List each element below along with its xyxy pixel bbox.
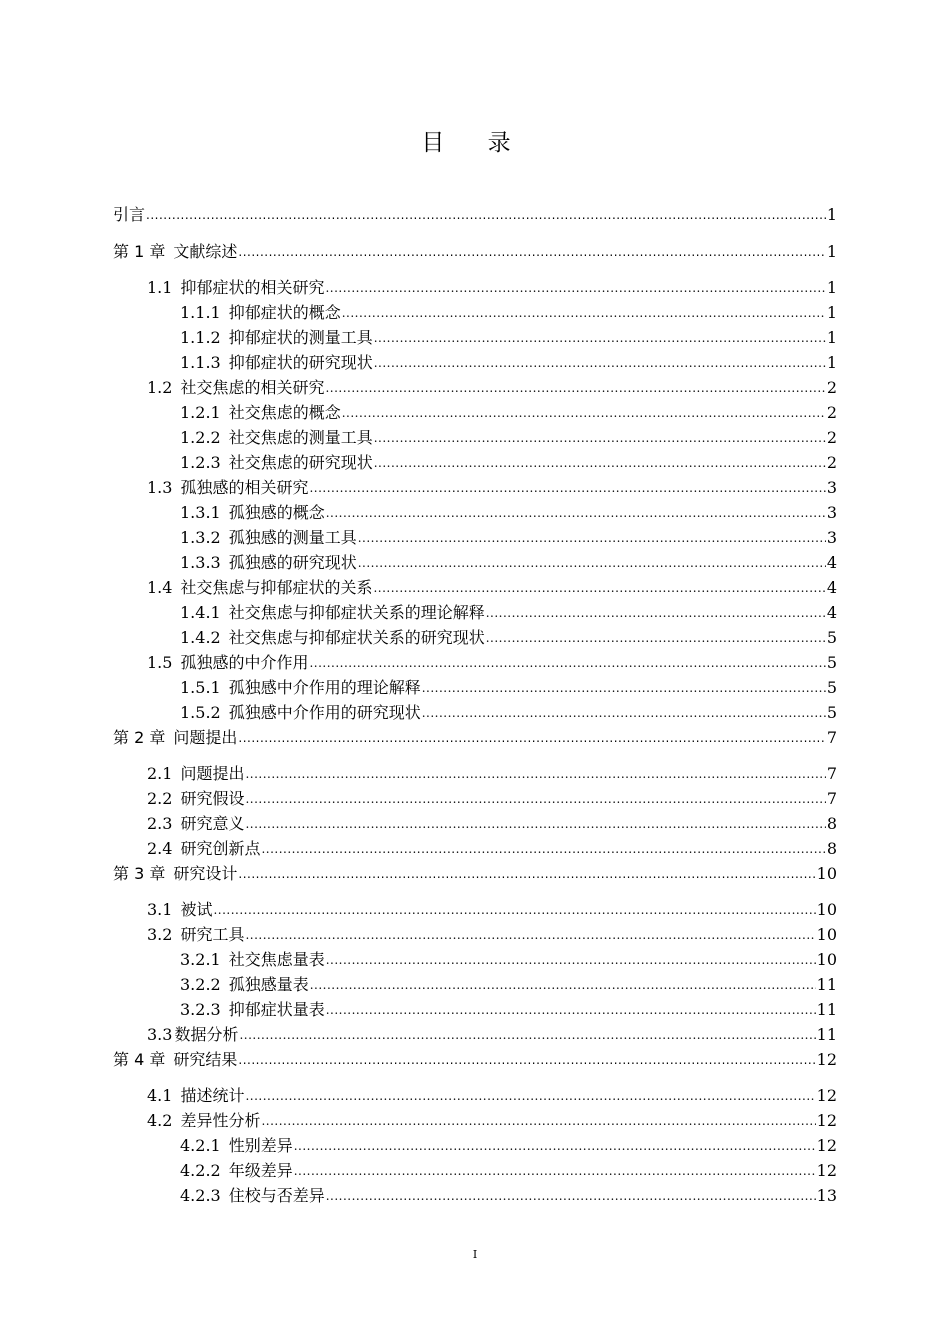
toc-entry-1-3-1[interactable] xyxy=(180,501,837,523)
toc-page: 7 xyxy=(826,789,837,808)
toc-entry-1-2[interactable] xyxy=(147,376,837,398)
toc-label: 描述统计 xyxy=(180,1086,245,1105)
leader-dots xyxy=(238,864,815,884)
toc-label: 文献综述 xyxy=(173,242,238,261)
toc-label: 孤独感量表 xyxy=(228,975,309,994)
leader-dots xyxy=(326,1186,816,1206)
toc-entry-1-5[interactable] xyxy=(147,651,837,673)
toc-label: 差异性分析 xyxy=(180,1111,261,1130)
toc-page: 12 xyxy=(816,1086,837,1105)
leader-dots xyxy=(374,428,826,448)
leader-dots xyxy=(358,528,826,548)
toc-number: 3.2.2 xyxy=(180,975,221,994)
leader-dots xyxy=(245,789,825,809)
toc-page: 1 xyxy=(826,278,837,297)
toc-label: 问题提出 xyxy=(180,764,245,783)
toc-page: 4 xyxy=(826,603,837,622)
toc-number: 3.2.3 xyxy=(180,1000,221,1019)
toc-number: 1.3 xyxy=(147,478,173,497)
toc-page: 1 xyxy=(826,205,837,224)
toc-entry-3-3[interactable] xyxy=(147,1023,837,1045)
toc-entry-3-2[interactable] xyxy=(147,923,837,945)
toc-entry-ch2[interactable] xyxy=(113,726,837,748)
leader-dots xyxy=(374,453,826,473)
toc-page: 12 xyxy=(816,1050,837,1069)
leader-dots xyxy=(309,478,825,498)
toc-entry-4-2-3[interactable] xyxy=(180,1184,837,1206)
toc-page: 3 xyxy=(826,503,837,522)
toc-entry-2-2[interactable] xyxy=(147,787,837,809)
leader-dots xyxy=(245,1086,815,1106)
toc-label: 抑郁症状的研究现状 xyxy=(228,353,373,372)
toc-entry-1-1-1[interactable] xyxy=(180,301,837,323)
leader-dots xyxy=(239,1025,815,1045)
toc-label: 孤独感的相关研究 xyxy=(180,478,309,497)
toc-entry-3-2-2[interactable] xyxy=(180,973,837,995)
toc-number: 4.2.3 xyxy=(180,1186,221,1205)
toc-entry-4-2-2[interactable] xyxy=(180,1159,837,1181)
toc-page: 10 xyxy=(816,900,837,919)
leader-dots xyxy=(486,603,826,623)
toc-page: 12 xyxy=(816,1161,837,1180)
toc-label: 社交焦虑的测量工具 xyxy=(228,428,373,447)
toc-number: 3.3 xyxy=(147,1025,173,1044)
toc-entry-1-4-2[interactable] xyxy=(180,626,837,648)
toc-page: 4 xyxy=(826,553,837,572)
leader-dots xyxy=(238,1050,815,1070)
toc-label: 孤独感的中介作用 xyxy=(180,653,309,672)
leader-dots xyxy=(422,703,826,723)
leader-dots xyxy=(213,900,815,920)
toc-page: 1 xyxy=(826,353,837,372)
leader-dots xyxy=(358,553,826,573)
toc-entry-2-3[interactable] xyxy=(147,812,837,834)
leader-dots xyxy=(486,628,826,648)
leader-dots xyxy=(245,814,825,834)
toc-entry-3-2-1[interactable] xyxy=(180,948,837,970)
toc-label: 社交焦虑与抑郁症状关系的理论解释 xyxy=(228,603,485,622)
toc-page: 11 xyxy=(816,975,837,994)
toc-entry-intro[interactable] xyxy=(113,203,837,225)
toc-page: 2 xyxy=(826,403,837,422)
toc-label: 社交焦虑与抑郁症状关系的研究现状 xyxy=(228,628,485,647)
leader-dots xyxy=(325,278,825,298)
leader-dots xyxy=(238,242,825,262)
toc-page: 2 xyxy=(826,428,837,447)
toc-entry-1-2-2[interactable] xyxy=(180,426,837,448)
toc-page: 13 xyxy=(816,1186,837,1205)
toc-label: 孤独感的研究现状 xyxy=(228,553,357,572)
toc-number: 4.1 xyxy=(147,1086,173,1105)
leader-dots xyxy=(310,975,816,995)
page-number: I xyxy=(472,1248,478,1261)
toc-entry-1-4[interactable] xyxy=(147,576,837,598)
toc-label: 研究工具 xyxy=(180,925,245,944)
toc-entry-2-1[interactable] xyxy=(147,762,837,784)
leader-dots xyxy=(309,653,825,673)
toc-number: 4.2 xyxy=(147,1111,173,1130)
toc-page: 5 xyxy=(826,703,837,722)
toc-label: 孤独感的测量工具 xyxy=(228,528,357,547)
toc-label: 引言 xyxy=(113,205,146,224)
toc-page: 12 xyxy=(816,1136,837,1155)
toc-page: 8 xyxy=(826,814,837,833)
leader-dots xyxy=(342,303,826,323)
toc-entry-2-4[interactable] xyxy=(147,837,837,859)
leader-dots xyxy=(326,503,826,523)
toc-label: 研究设计 xyxy=(173,864,238,883)
toc-entry-1-3[interactable] xyxy=(147,476,837,498)
toc-number: 1.1.2 xyxy=(180,328,221,347)
toc-entry-3-2-3[interactable] xyxy=(180,998,837,1020)
toc-page: 2 xyxy=(826,453,837,472)
toc-label: 研究意义 xyxy=(180,814,245,833)
toc-entry-1-1-3[interactable] xyxy=(180,351,837,373)
toc-page: 4 xyxy=(826,578,837,597)
toc-entry-1-5-1[interactable] xyxy=(180,676,837,698)
toc-number: 4.2.2 xyxy=(180,1161,221,1180)
toc-page: 8 xyxy=(826,839,837,858)
toc-label: 抑郁症状的概念 xyxy=(228,303,341,322)
toc-number: 1.3.2 xyxy=(180,528,221,547)
toc-entry-1-1-2[interactable] xyxy=(180,326,837,348)
toc-page: 7 xyxy=(826,764,837,783)
toc-number: 2.1 xyxy=(147,764,173,783)
leader-dots xyxy=(326,1000,816,1020)
toc-number: 第 1 章 xyxy=(113,242,166,261)
toc-label: 社交焦虑的概念 xyxy=(228,403,341,422)
toc-label: 研究创新点 xyxy=(180,839,261,858)
toc-number: 1.1.3 xyxy=(180,353,221,372)
toc-entry-1-2-3[interactable] xyxy=(180,451,837,473)
toc-number: 1.5.1 xyxy=(180,678,221,697)
toc-entry-3-1[interactable] xyxy=(147,898,837,920)
toc-label: 社交焦虑的相关研究 xyxy=(180,378,325,397)
toc-number: 1.2.3 xyxy=(180,453,221,472)
toc-entry-1-4-1[interactable] xyxy=(180,601,837,623)
toc-label: 抑郁症状量表 xyxy=(228,1000,325,1019)
toc-number: 4.2.1 xyxy=(180,1136,221,1155)
toc-number: 3.2.1 xyxy=(180,950,221,969)
toc-number: 3.1 xyxy=(147,900,173,919)
toc-label: 研究结果 xyxy=(173,1050,238,1069)
toc-label: 性别差异 xyxy=(228,1136,293,1155)
toc-number: 1.4.1 xyxy=(180,603,221,622)
toc-label: 社交焦虑与抑郁症状的关系 xyxy=(180,578,373,597)
toc-number: 1.2.2 xyxy=(180,428,221,447)
toc-number: 1.4 xyxy=(147,578,173,597)
leader-dots xyxy=(374,353,826,373)
toc-label: 数据分析 xyxy=(174,1025,239,1044)
toc-label: 研究假设 xyxy=(180,789,245,808)
toc-number: 1.4.2 xyxy=(180,628,221,647)
toc-page: 2 xyxy=(826,378,837,397)
toc-page: 10 xyxy=(816,864,837,883)
leader-dots xyxy=(261,839,825,859)
toc-number: 1.3.1 xyxy=(180,503,221,522)
toc-number: 1.5.2 xyxy=(180,703,221,722)
leader-dots xyxy=(326,950,816,970)
toc-label: 社交焦虑量表 xyxy=(228,950,325,969)
toc-label: 抑郁症状的相关研究 xyxy=(180,278,325,297)
toc-page: 12 xyxy=(816,1111,837,1130)
toc-number: 第 4 章 xyxy=(113,1050,166,1069)
toc-page: 3 xyxy=(826,478,837,497)
toc-label: 社交焦虑的研究现状 xyxy=(228,453,373,472)
toc-label: 孤独感中介作用的理论解释 xyxy=(228,678,421,697)
toc-number: 1.5 xyxy=(147,653,173,672)
toc-label: 问题提出 xyxy=(173,728,238,747)
toc-page: 1 xyxy=(826,328,837,347)
toc-number: 1.1 xyxy=(147,278,173,297)
toc-entry-1-2-1[interactable] xyxy=(180,401,837,423)
toc-entry-4-2-1[interactable] xyxy=(180,1134,837,1156)
toc-number: 1.3.3 xyxy=(180,553,221,572)
toc-number: 2.4 xyxy=(147,839,173,858)
leader-dots xyxy=(342,403,826,423)
toc-entry-ch4[interactable] xyxy=(113,1048,837,1070)
toc-page: 10 xyxy=(816,950,837,969)
toc-number: 1.2.1 xyxy=(180,403,221,422)
toc-number: 1.2 xyxy=(147,378,173,397)
toc-page: 1 xyxy=(826,303,837,322)
toc-page: 10 xyxy=(816,925,837,944)
toc-label: 住校与否差异 xyxy=(228,1186,325,1205)
toc-label: 孤独感中介作用的研究现状 xyxy=(228,703,421,722)
leader-dots xyxy=(146,205,826,225)
leader-dots xyxy=(422,678,826,698)
leader-dots xyxy=(373,578,825,598)
toc-entry-4-1[interactable] xyxy=(147,1084,837,1106)
toc-number: 3.2 xyxy=(147,925,173,944)
toc-title: 目 录 xyxy=(421,130,529,156)
leader-dots xyxy=(294,1161,816,1181)
toc-page: 7 xyxy=(826,728,837,747)
toc-page: 11 xyxy=(816,1000,837,1019)
toc-number: 第 2 章 xyxy=(113,728,166,747)
leader-dots xyxy=(261,1111,815,1131)
toc-page: 5 xyxy=(826,653,837,672)
toc-entry-4-2[interactable] xyxy=(147,1109,837,1131)
toc-page: 1 xyxy=(826,242,837,261)
toc-number: 2.3 xyxy=(147,814,173,833)
toc-entry-ch3[interactable] xyxy=(113,862,837,884)
toc-number: 1.1.1 xyxy=(180,303,221,322)
leader-dots xyxy=(245,764,825,784)
toc-page: 5 xyxy=(826,678,837,697)
toc-label: 年级差异 xyxy=(228,1161,293,1180)
toc-page: 11 xyxy=(816,1025,837,1044)
toc-number: 2.2 xyxy=(147,789,173,808)
toc-entry-1-5-2[interactable] xyxy=(180,701,837,723)
leader-dots xyxy=(374,328,826,348)
leader-dots xyxy=(294,1136,816,1156)
toc-label: 被试 xyxy=(180,900,213,919)
leader-dots xyxy=(245,925,815,945)
toc-page: 5 xyxy=(826,628,837,647)
toc-entry-1-1[interactable] xyxy=(147,276,837,298)
toc-label: 抑郁症状的测量工具 xyxy=(228,328,373,347)
toc-entry-1-3-2[interactable] xyxy=(180,526,837,548)
toc-label: 孤独感的概念 xyxy=(228,503,325,522)
leader-dots xyxy=(238,728,825,748)
toc-number: 第 3 章 xyxy=(113,864,166,883)
toc-page: 3 xyxy=(826,528,837,547)
leader-dots xyxy=(325,378,825,398)
toc-entry-1-3-3[interactable] xyxy=(180,551,837,573)
toc-entry-ch1[interactable] xyxy=(113,240,837,262)
